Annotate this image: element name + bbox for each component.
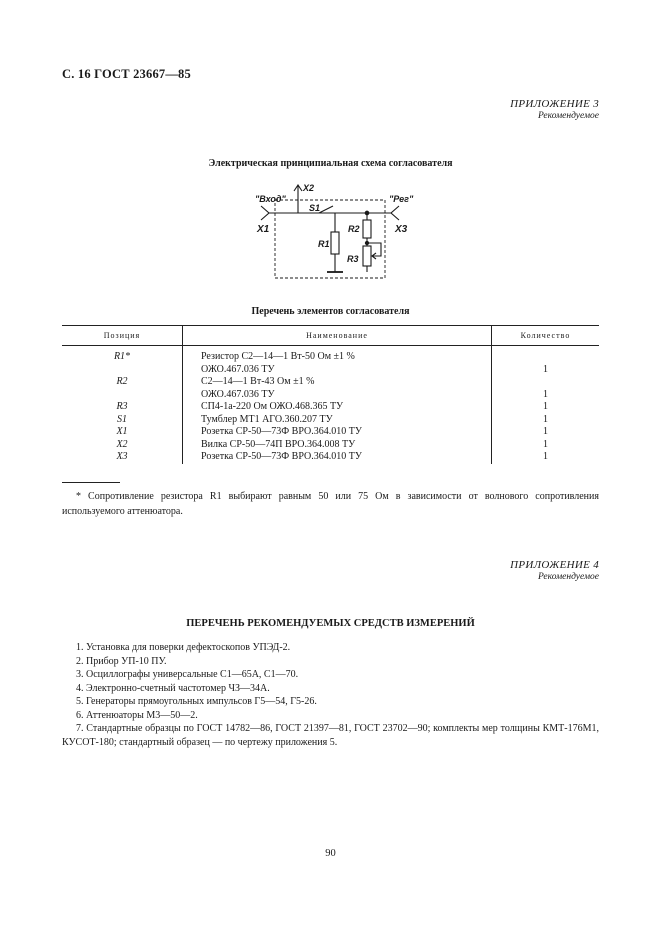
x1-connector-symbol <box>261 206 269 220</box>
appendix-4-title: ПРИЛОЖЕНИЕ 4 <box>510 559 599 571</box>
s1-switch-blade <box>319 206 333 213</box>
list-item: 1. Установка для поверки дефектоскопов УПЭД-2. <box>76 642 291 653</box>
r2-label: R2 <box>348 224 360 234</box>
r2-resistor <box>363 220 371 238</box>
footnote-divider <box>62 482 120 483</box>
list-item: 6. Аттенюаторы М3—50—2. <box>76 709 198 721</box>
table-row <box>62 414 599 427</box>
output-label: "Рег" <box>389 194 414 204</box>
cell-name: Резистор С2—14—1 Вт-50 Ом ±1 % ОЖО.467.036 ТУ <box>183 346 492 377</box>
header-quantity: Количество <box>492 326 600 346</box>
appendix-3-subtitle: Рекомендуемое <box>537 111 599 121</box>
list-item: 3. Осциллографы универсальные С1—65А, С1—70. <box>76 669 299 680</box>
footnote: * Сопротивление резистора R1 выбирают равным 50 или 75 Ом в зависимости от волнового сопротивления используемого аттенюатора. <box>62 491 599 517</box>
list-item: 2. Прибор УП-10 ПУ. <box>76 655 167 667</box>
r1-resistor <box>331 232 339 254</box>
table-row <box>62 426 599 439</box>
r3-label: R3 <box>347 254 359 264</box>
appendix-4-subtitle: Рекомендуемое <box>537 572 599 582</box>
x3-connector-symbol <box>391 206 399 220</box>
elements-header-row <box>62 326 599 346</box>
schematic-title: Электрическая принципиальная схема согласователя <box>208 158 453 169</box>
cell-name: СП4-1а-220 Ом ОЖО.468.365 ТУ <box>183 401 492 414</box>
table-row <box>62 346 599 377</box>
appendix-4-heading <box>510 559 599 582</box>
cell-name: Розетка СР-50—73Ф ВРО.364.010 ТУ <box>183 426 492 439</box>
elements-table <box>62 325 599 464</box>
cell-name: С2—14—1 Вт-43 Ом ±1 % ОЖО.467.036 ТУ <box>183 376 492 401</box>
instruments-title: ПЕРЕЧЕНЬ РЕКОМЕНДУЕМЫХ СРЕДСТВ ИЗМЕРЕНИЙ <box>186 618 475 629</box>
table-row <box>62 376 599 401</box>
r3-resistor <box>363 246 371 266</box>
cell-name: Розетка СР-50—73Ф ВРО.364.010 ТУ <box>183 451 492 464</box>
cell-name: Тумблер МТ1 АГО.360.207 ТУ <box>183 414 492 427</box>
page-header: С. 16 ГОСТ 23667—85 <box>62 67 191 81</box>
header-position: Позиция <box>62 326 183 346</box>
x1-label: X1 <box>257 224 270 235</box>
page-number: 90 <box>325 848 336 859</box>
appendix-3-heading <box>510 98 599 121</box>
cell-position: R1* <box>113 351 131 362</box>
appendix-3-title: ПРИЛОЖЕНИЕ 3 <box>510 98 599 110</box>
cell-quantity: 1 <box>492 451 600 464</box>
cell-name: Вилка СР-50—74П ВРО.364.008 ТУ <box>183 439 492 452</box>
cell-position: X2 <box>116 438 128 450</box>
instruments-list <box>62 641 599 749</box>
cell-position: S1 <box>117 413 127 425</box>
list-item: 7. Стандартные образцы по ГОСТ 14782—86, ГОСТ 21397—81, ГОСТ 23702—90; комплекты мер толщины КМТ-176М1, КУСОТ-180; стандартный образец — по чертежу приложения 5. <box>62 723 599 748</box>
x2-label: X2 <box>303 183 315 193</box>
cell-quantity: 1 <box>492 346 600 377</box>
cell-position: X3 <box>116 451 128 462</box>
list-item: 5. Генераторы прямоугольных импульсов Г5—54, Г5-26. <box>76 696 317 707</box>
matcher-schematic <box>243 180 423 290</box>
cell-quantity: 1 <box>492 439 600 452</box>
s1-label: S1 <box>309 203 321 213</box>
cell-quantity: 1 <box>492 414 600 427</box>
input-label: "Вход" <box>255 194 286 204</box>
elements-title: Перечень элементов согласователя <box>251 306 410 317</box>
cell-position: R3 <box>116 401 128 412</box>
cell-quantity: 1 <box>492 426 600 439</box>
cell-position: R2 <box>116 376 128 387</box>
table-row <box>62 451 599 464</box>
list-item: 4. Электронно-счетный частотомер ЧЗ—34А. <box>76 682 270 694</box>
table-row <box>62 401 599 414</box>
header-name: Наименование <box>183 326 492 346</box>
x3-label: X3 <box>395 224 408 235</box>
r1-label: R1 <box>318 239 330 249</box>
table-row <box>62 439 599 452</box>
cell-quantity: 1 <box>492 376 600 401</box>
cell-position: X1 <box>116 426 128 437</box>
cell-quantity: 1 <box>492 401 600 414</box>
